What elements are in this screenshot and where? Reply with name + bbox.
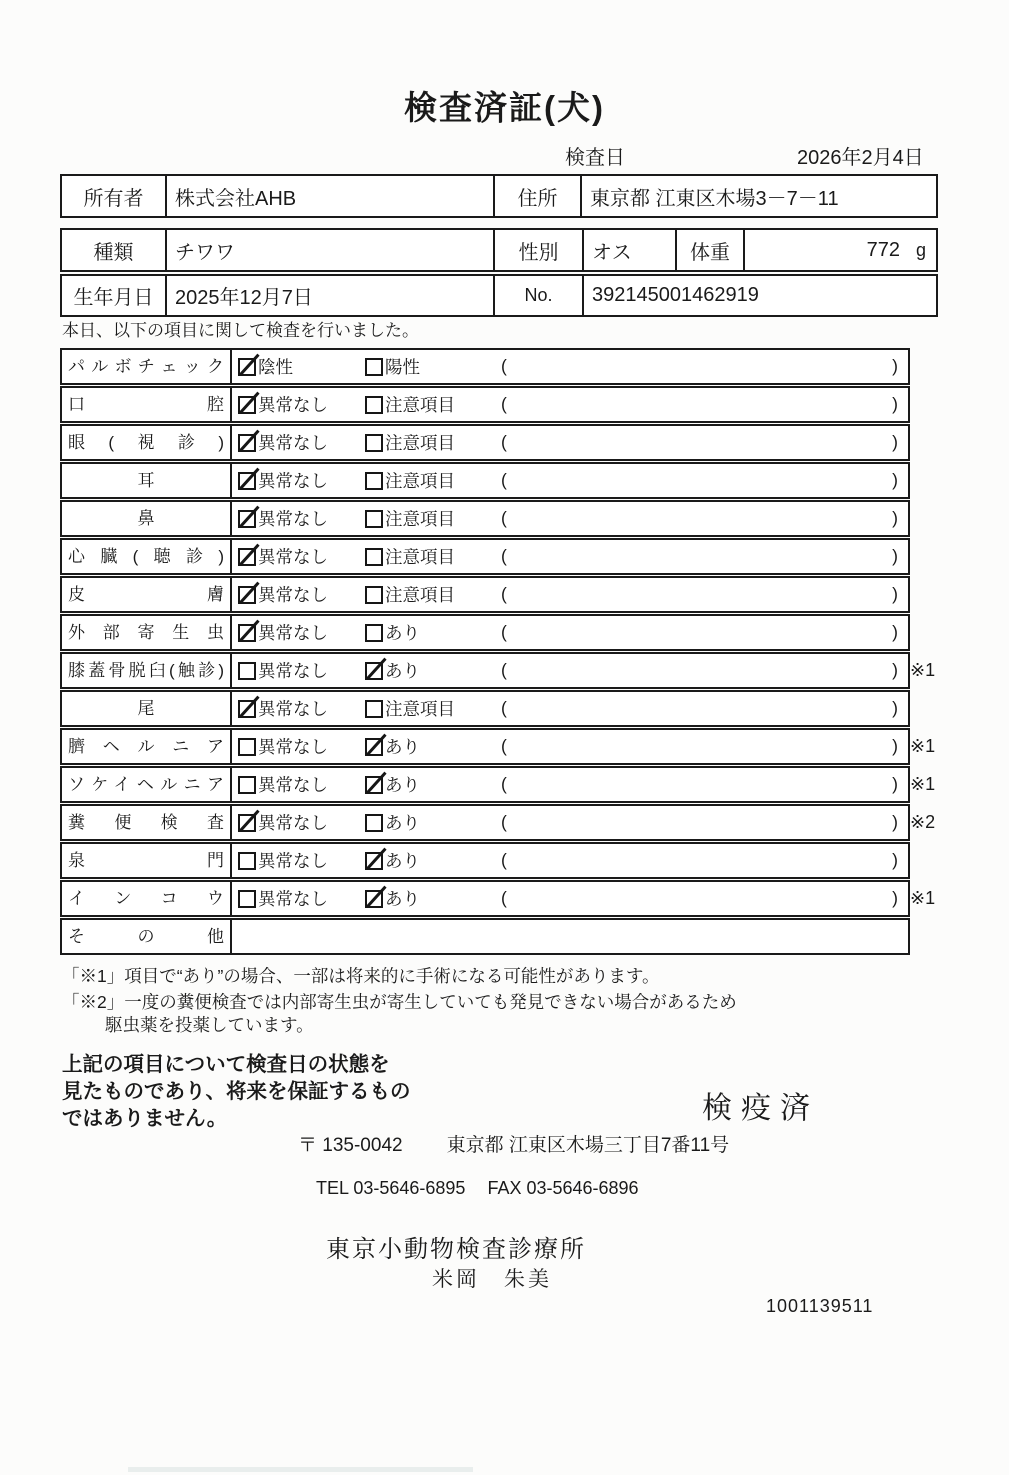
checklist-row <box>60 386 910 423</box>
item-name: 鼻 <box>137 509 155 528</box>
row-note-mark: ※2 <box>910 812 936 832</box>
checkbox-icon <box>365 472 383 490</box>
option-1 <box>238 354 365 379</box>
paren-close: ) <box>892 432 898 452</box>
item-name-cell <box>62 882 232 915</box>
scan-artifact <box>128 1467 473 1472</box>
item-name: その他 <box>68 927 224 946</box>
checkbox-icon <box>238 624 256 642</box>
paren-close: ) <box>892 698 898 718</box>
item-name: 糞便検査 <box>68 813 224 832</box>
paren-open: ( <box>501 584 507 604</box>
checkbox-icon <box>365 852 383 870</box>
item-name: 外部寄生虫 <box>68 623 224 642</box>
option-1-label: 異常なし <box>258 509 328 529</box>
disclaimer-line-3: ではありません。 <box>62 1107 228 1130</box>
item-name-cell <box>62 540 232 573</box>
option-2-label: 注意項目 <box>385 433 455 453</box>
item-name-cell <box>62 844 232 877</box>
paren-open: ( <box>501 394 507 414</box>
item-name: インコウ <box>68 889 224 908</box>
checklist-row <box>60 918 910 955</box>
no-value: 392145001462919 <box>592 284 759 306</box>
option-1 <box>238 544 365 569</box>
row-content <box>232 882 908 915</box>
paren-open: ( <box>501 774 507 794</box>
paren-open: ( <box>501 850 507 870</box>
option-1-label: 異常なし <box>258 889 328 909</box>
option-2 <box>365 658 501 683</box>
address-value: 東京都 江東区木場3－7－11 <box>590 187 839 210</box>
checklist-intro: 本日、以下の項目に関して検査を行いました。 <box>62 321 419 340</box>
option-2-label: あり <box>385 775 420 795</box>
paren-open: ( <box>501 698 507 718</box>
item-name-cell <box>62 578 232 611</box>
option-2 <box>365 886 501 911</box>
option-2-label: 注意項目 <box>385 699 455 719</box>
owner-table <box>60 174 938 218</box>
row-content <box>232 768 908 801</box>
clinic-address: 東京都 江東区木場三丁目7番11号 <box>446 1135 730 1156</box>
row-note-mark: ※1 <box>910 660 936 680</box>
checkbox-icon <box>365 434 383 452</box>
option-1 <box>238 772 365 797</box>
item-name-cell <box>62 920 232 953</box>
sex-label: 性別 <box>495 230 584 270</box>
checkbox-icon <box>238 700 256 718</box>
checklist-row <box>60 766 936 803</box>
paren-open: ( <box>501 470 507 490</box>
row-content <box>232 540 908 573</box>
clinic-tel: TEL 03-5646-6895 <box>316 1178 466 1198</box>
item-name: 皮膚 <box>68 585 224 604</box>
option-1-label: 異常なし <box>258 395 328 415</box>
disclaimer-line-1: 上記の項目について検査日の状態を <box>62 1053 390 1076</box>
disclaimer-line-2: 見たものであり、将来を保証するもの <box>62 1080 411 1103</box>
paren-open: ( <box>501 356 507 376</box>
item-name-cell <box>62 426 232 459</box>
option-2-label: あり <box>385 661 420 681</box>
checklist-row <box>60 804 936 841</box>
row-note-mark: ※1 <box>910 888 936 908</box>
paren-close: ) <box>892 356 898 376</box>
weight-unit: g <box>915 239 926 260</box>
checklist-row <box>60 842 910 879</box>
row-content <box>232 502 908 535</box>
document-code: 1001139511 <box>766 1296 874 1316</box>
item-name: ソケイヘルニア <box>68 775 224 794</box>
checkbox-icon <box>365 586 383 604</box>
checkbox-icon <box>365 358 383 376</box>
checkbox-icon <box>365 624 383 642</box>
item-name-cell <box>62 616 232 649</box>
row-content <box>232 844 908 877</box>
option-1 <box>238 810 365 835</box>
owner-value: 株式会社AHB <box>167 176 495 216</box>
row-content <box>232 616 908 649</box>
option-1-label: 異常なし <box>258 547 328 567</box>
option-1-label: 異常なし <box>258 851 328 871</box>
option-2-label: あり <box>385 889 420 909</box>
option-1 <box>238 848 365 873</box>
item-name-cell <box>62 806 232 839</box>
item-name-cell <box>62 768 232 801</box>
option-1 <box>238 392 365 417</box>
option-1-label: 陰性 <box>258 357 293 377</box>
paren-open: ( <box>501 622 507 642</box>
option-1 <box>238 468 365 493</box>
breed-label: 種類 <box>62 230 167 270</box>
checklist-row <box>60 880 936 917</box>
pet-table-row1 <box>60 228 938 272</box>
paren-close: ) <box>892 812 898 832</box>
option-1-label: 異常なし <box>258 699 328 719</box>
checklist-row <box>60 614 910 651</box>
paren-close: ) <box>892 508 898 528</box>
checkbox-icon <box>238 662 256 680</box>
paren-close: ) <box>892 850 898 870</box>
checkbox-icon <box>365 890 383 908</box>
option-1 <box>238 506 365 531</box>
option-2 <box>365 810 501 835</box>
item-name: 眼(視診) <box>68 433 224 452</box>
item-name-cell <box>62 730 232 763</box>
option-2 <box>365 392 501 417</box>
option-1-label: 異常なし <box>258 433 328 453</box>
birth-value: 2025年12月7日 <box>167 276 495 315</box>
option-2 <box>365 430 501 455</box>
option-1 <box>238 430 365 455</box>
checklist-row <box>60 690 910 727</box>
checklist-table <box>60 348 936 956</box>
weight-label: 体重 <box>677 230 745 270</box>
clinic-name: 東京小動物検査診療所 <box>326 1236 586 1263</box>
paren-close: ) <box>892 888 898 908</box>
sex-value: オス <box>584 230 677 270</box>
option-1 <box>238 734 365 759</box>
item-name-cell <box>62 692 232 725</box>
option-2-label: あり <box>385 851 420 871</box>
item-name-cell <box>62 654 232 687</box>
option-2-label: あり <box>385 737 420 757</box>
inspection-date-value: 2026年2月4日 <box>797 147 924 169</box>
option-1 <box>238 886 365 911</box>
checkbox-icon <box>238 434 256 452</box>
option-2 <box>365 696 501 721</box>
weight-value-cell <box>745 230 936 270</box>
option-2-label: あり <box>385 623 420 643</box>
checkbox-icon <box>365 510 383 528</box>
birth-label: 生年月日 <box>62 276 167 315</box>
clinic-tel-line <box>316 1178 639 1199</box>
item-name: 泉門 <box>68 851 224 870</box>
checklist-row <box>60 652 936 689</box>
option-2 <box>365 354 501 379</box>
row-content <box>232 350 908 383</box>
row-content <box>232 692 908 725</box>
breed-value: チワワ <box>167 230 495 270</box>
checkbox-icon <box>238 472 256 490</box>
checkbox-icon <box>238 510 256 528</box>
row-note-mark: ※1 <box>910 736 936 756</box>
option-2-label: 注意項目 <box>385 471 455 491</box>
checklist-row <box>60 728 936 765</box>
checklist-row <box>60 424 910 461</box>
checkbox-icon <box>238 358 256 376</box>
checklist-row <box>60 500 910 537</box>
option-1 <box>238 582 365 607</box>
paren-open: ( <box>501 812 507 832</box>
paren-open: ( <box>501 546 507 566</box>
item-name: 口腔 <box>68 395 224 414</box>
quarantine-stamp: 検疫済 <box>702 1092 819 1125</box>
item-name-cell <box>62 464 232 497</box>
item-name: 臍ヘルニア <box>68 737 224 756</box>
item-name: 尾 <box>137 699 155 718</box>
option-2-label: あり <box>385 813 420 833</box>
no-label: No. <box>495 276 584 315</box>
paren-open: ( <box>501 660 507 680</box>
checkbox-icon <box>238 548 256 566</box>
paren-close: ) <box>892 470 898 490</box>
checkbox-icon <box>365 814 383 832</box>
option-2-label: 注意項目 <box>385 395 455 415</box>
checkbox-icon <box>365 548 383 566</box>
checklist-row <box>60 576 910 613</box>
checkbox-icon <box>238 890 256 908</box>
item-name-cell <box>62 350 232 383</box>
option-1-label: 異常なし <box>258 737 328 757</box>
clinic-fax: FAX 03-5646-6896 <box>487 1178 639 1198</box>
item-name-cell <box>62 502 232 535</box>
row-content <box>232 806 908 839</box>
checklist-row <box>60 538 910 575</box>
option-2-label: 注意項目 <box>385 547 455 567</box>
checkbox-icon <box>238 738 256 756</box>
pet-table-row2 <box>60 274 938 317</box>
paren-open: ( <box>501 888 507 908</box>
item-name: 耳 <box>137 471 155 490</box>
clinic-postal-line <box>298 1130 729 1157</box>
item-name: 膝蓋骨脱臼(触診) <box>68 661 224 680</box>
option-1-label: 異常なし <box>258 775 328 795</box>
checkbox-icon <box>365 700 383 718</box>
paren-close: ) <box>892 394 898 414</box>
checkbox-icon <box>365 396 383 414</box>
item-name: パルボチェック <box>68 357 224 376</box>
row-note-mark: ※1 <box>910 774 936 794</box>
checkbox-icon <box>238 814 256 832</box>
checklist-row <box>60 348 910 385</box>
option-2 <box>365 620 501 645</box>
paren-close: ) <box>892 546 898 566</box>
footnote-2: 「※2」一度の糞便検査では内部寄生虫が寄生していても発見できない場合があるため <box>62 992 737 1012</box>
row-content <box>232 920 908 953</box>
option-1 <box>238 658 365 683</box>
option-2-label: 注意項目 <box>385 585 455 605</box>
option-2 <box>365 468 501 493</box>
option-1 <box>238 696 365 721</box>
row-content <box>232 388 908 421</box>
option-2 <box>365 506 501 531</box>
checkbox-icon <box>365 738 383 756</box>
paren-open: ( <box>501 736 507 756</box>
paren-close: ) <box>892 736 898 756</box>
checklist-row <box>60 462 910 499</box>
examiner-name: 米岡 朱美 <box>432 1268 552 1291</box>
option-1-label: 異常なし <box>258 661 328 681</box>
checkbox-icon <box>365 662 383 680</box>
address-label: 住所 <box>495 176 582 216</box>
option-2-label: 注意項目 <box>385 509 455 529</box>
row-content <box>232 426 908 459</box>
paren-close: ) <box>892 622 898 642</box>
option-2 <box>365 544 501 569</box>
option-1 <box>238 620 365 645</box>
option-1-label: 異常なし <box>258 623 328 643</box>
option-1-label: 異常なし <box>258 585 328 605</box>
paren-open: ( <box>501 432 507 452</box>
row-content <box>232 578 908 611</box>
row-content <box>232 730 908 763</box>
weight-value: 772 <box>866 238 900 261</box>
page-title: 検査済証(犬) <box>404 89 605 126</box>
checkbox-icon <box>365 776 383 794</box>
postal-code: 〒 135-0042 <box>298 1135 403 1156</box>
row-content <box>232 654 908 687</box>
item-name-cell <box>62 388 232 421</box>
checkbox-icon <box>238 776 256 794</box>
paren-close: ) <box>892 774 898 794</box>
checkbox-icon <box>238 586 256 604</box>
option-1-label: 異常なし <box>258 813 328 833</box>
disclaimer-text <box>62 1051 411 1132</box>
footnote-1: 「※1」項目で“あり”の場合、一部は将来的に手術になる可能性があります。 <box>62 966 660 986</box>
option-2 <box>365 848 501 873</box>
paren-close: ) <box>892 584 898 604</box>
row-content <box>232 464 908 497</box>
paren-close: ) <box>892 660 898 680</box>
option-2-label: 陽性 <box>385 357 420 377</box>
option-2 <box>365 734 501 759</box>
footnote-2-cont: 駆虫薬を投薬しています。 <box>105 1015 314 1035</box>
paren-open: ( <box>501 508 507 528</box>
checkbox-icon <box>238 396 256 414</box>
item-name: 心臓(聴診) <box>68 547 224 566</box>
option-2 <box>365 772 501 797</box>
inspection-date-label: 検査日 <box>565 147 625 169</box>
option-2 <box>365 582 501 607</box>
owner-label: 所有者 <box>62 176 167 216</box>
checkbox-icon <box>238 852 256 870</box>
option-1-label: 異常なし <box>258 471 328 491</box>
